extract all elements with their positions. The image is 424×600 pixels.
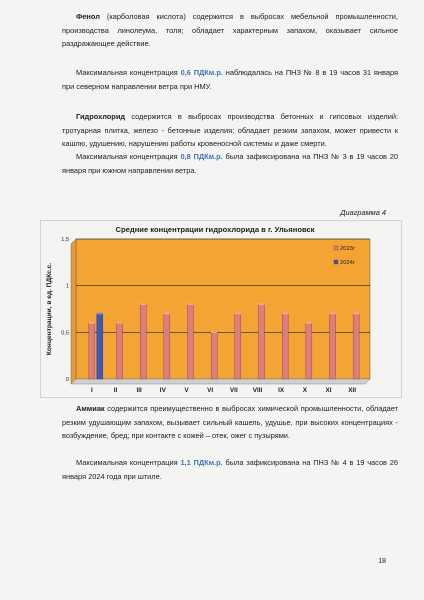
bar-2023-top	[259, 303, 265, 305]
phenol-max-post: наблюдалась на ПНЗ № 8 в 19 часов 31 января при северном направлении ветра при НМУ.	[62, 68, 398, 91]
bar-2024	[97, 314, 103, 379]
bar-2023-top	[140, 303, 146, 305]
hydrochloride-text: содержится в выбросах производства бетонных и гипсовых изделий: тротуарная плитка, железо - бетонные изделия; обладает резким запахом, может привести к кашлю, удушению, нарушению работы кровеносной системы и даже смерти.	[62, 112, 398, 149]
phenol-paragraph	[62, 10, 398, 51]
bar-2023-top	[330, 313, 336, 315]
bar-2023	[282, 314, 288, 379]
bar-2023-top	[188, 303, 194, 305]
bar-2023-top	[164, 313, 170, 315]
x-tick-label: IV	[159, 387, 166, 394]
phenol-max-paragraph	[62, 66, 398, 93]
hydrochloride-paragraph	[62, 110, 398, 151]
y-axis-label: Концентрации, в ед. ПДКс.с.	[46, 262, 53, 356]
legend-label: 2023г	[340, 246, 356, 252]
hydrochloride-max-paragraph	[62, 150, 398, 177]
x-tick-label: II	[113, 387, 118, 394]
bar-2023	[330, 314, 336, 379]
ammonia-text: содержится преимущественно в выбросах химической промышленности, обладает резким удушающим запахом, вызывает сильный кашель, удушье, при высоких концентрациях - возбуждение, бред; при контакте с кожей – отек, ожег с пузырями.	[62, 404, 398, 441]
phenol-max-pre: Максимальная концентрация	[76, 68, 181, 77]
hydrochloride-max-post: была зафиксирована на ПНЗ № 3 в 19 часов 20 января при южном направлении ветра.	[62, 152, 398, 175]
page-number: 18	[378, 558, 386, 565]
x-tick-label: VI	[207, 387, 214, 394]
hydrochloride-max-value: 0,8 ПДКм.р.	[180, 152, 223, 161]
ammonia-max-post: была зафиксирована на ПНЗ № 4 в 19 часов 26 января 2024 года при штиле.	[62, 458, 398, 481]
x-tick-label: V	[184, 387, 189, 394]
x-tick-label: VII	[229, 387, 238, 394]
bar-2023	[164, 314, 170, 379]
bar-2023	[211, 332, 217, 379]
x-tick-label: I	[90, 387, 93, 394]
bar-2023-top	[211, 331, 217, 333]
ammonia-term: Аммиак	[76, 404, 105, 413]
bar-2023-top	[89, 322, 95, 324]
plot-floor	[71, 379, 370, 384]
y-tick-label: 0,5	[61, 330, 69, 337]
phenol-max-value: 0,6 ПДКм.р.	[180, 68, 223, 77]
bar-2024-top	[97, 313, 103, 315]
y-tick-label: 1,5	[61, 237, 69, 243]
plot-left-wall	[71, 239, 76, 384]
phenol-term: Фенол	[76, 12, 100, 21]
hydrochloride-max-pre: Максимальная концентрация	[76, 152, 181, 161]
bar-2023	[140, 304, 146, 379]
bar-2023	[117, 323, 123, 379]
x-tick-label: VIII	[252, 387, 263, 394]
phenol-text: (карболовая кислота) содержится в выбросах мебельной промышленности, производства линолеума, толя; обладает характерным запахом, оказывает сильное раздражающее действие.	[62, 12, 398, 49]
ammonia-max-value: 1,1 ПДКм.р.	[180, 458, 223, 467]
bar-2023	[353, 314, 359, 379]
bar-2023-top	[117, 322, 123, 324]
bar-2023	[188, 304, 194, 379]
ammonia-max-paragraph	[62, 456, 398, 483]
bar-2023-top	[235, 313, 241, 315]
ammonia-paragraph	[62, 402, 398, 443]
x-tick-label: X	[302, 387, 307, 394]
legend-label: 2024г	[340, 260, 356, 266]
chart-title: Средние концентрации гидрохлорида в г. Ульяновск	[115, 225, 315, 234]
y-tick-label: 1	[65, 283, 69, 290]
hydrochloride-bar-chart	[40, 220, 402, 398]
x-tick-label: III	[136, 387, 142, 394]
bar-2023-top	[282, 313, 288, 315]
x-tick-label: IX	[278, 387, 285, 394]
bar-2023-top	[353, 313, 359, 315]
bar-2023	[259, 304, 265, 379]
y-tick-label: 0	[65, 377, 69, 383]
bar-2023	[306, 323, 312, 379]
bar-2023-top	[306, 322, 312, 324]
diagram-caption: Диаграмма 4	[340, 208, 386, 217]
legend-swatch	[334, 246, 338, 250]
x-tick-label: XII	[348, 387, 357, 394]
bar-2023	[235, 314, 241, 379]
hydrochloride-term: Гидрохлорид	[76, 112, 126, 121]
ammonia-max-pre: Максимальная концентрация	[76, 458, 181, 467]
x-tick-label: XI	[325, 387, 332, 394]
bar-2023	[89, 323, 95, 379]
legend-swatch	[334, 260, 338, 264]
